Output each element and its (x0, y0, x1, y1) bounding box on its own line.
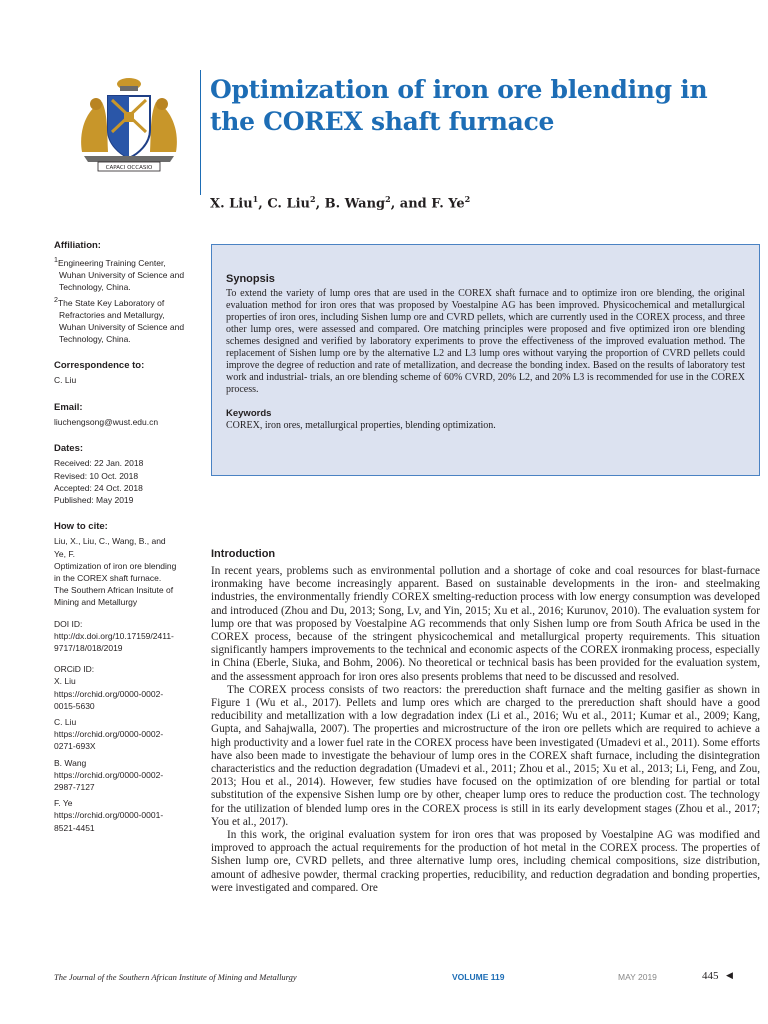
orcid-link[interactable]: 0271-693X (54, 741, 96, 752)
article-title: Optimization of iron ore blending in the COREX shaft furnace (210, 75, 708, 136)
body-paragraph: In this work, the original evaluation system for iron ores that was proposed by Voestalpine AG was modified and improved to approach the actual requirements for the production of hot metal in the COREX process. The properties of Sishen lump ore, CVRD pellets, and three alternative lump ores, including chemical compositions, size distribution, amount of adhesive powder, thermal cracking properties, reducibility, and reduction degradation and bonding properties, were investigated and compared. Ore (211, 829, 760, 894)
cite-line: Optimization of iron ore blending (54, 560, 177, 571)
author-name: F. Ye (431, 196, 465, 212)
author-name: X. Liu (210, 196, 253, 212)
keywords-heading: Keywords (226, 408, 272, 419)
date-received: Received: 22 Jan. 2018 (54, 458, 144, 469)
page-footer (0, 972, 768, 988)
cite-line: Ye, F. (54, 548, 75, 559)
orcid-link[interactable]: 2987-7127 (54, 781, 95, 792)
journal-name: The Journal of the Southern African Institute of Mining and Metallurgy (54, 972, 297, 982)
affiliation-2-line: Refractories and Metallurgy, (59, 309, 165, 320)
affiliation-2-line: Technology, China. (59, 334, 131, 345)
doi-label: DOI ID: (54, 618, 83, 629)
triangle-left-icon: ◀ (726, 971, 733, 981)
orcid-link[interactable]: https://orchid.org/0000-0001- (54, 810, 164, 821)
orcid-name: C. Liu (54, 716, 77, 727)
orcid-label: ORCiD ID: (54, 664, 95, 675)
cite-line: Liu, X., Liu, C., Wang, B., and (54, 536, 166, 547)
email-heading: Email: (54, 401, 83, 413)
affiliation-1: $^1$Engineering Training Center, (54, 256, 166, 269)
orcid-link[interactable]: 0015-5630 (54, 700, 95, 711)
affiliation-2-line: Wuhan University of Science and (59, 321, 185, 332)
introduction-body (211, 565, 760, 895)
correspondence-name: C. Liu (54, 375, 77, 386)
cite-line: The Southern African Insitute of (54, 585, 174, 596)
issue-date: MAY 2019 (618, 972, 657, 982)
author-name: B. Wang (324, 196, 386, 212)
article-sidebar (54, 240, 194, 834)
synopsis-heading: Synopsis (226, 273, 275, 285)
coat-of-arms-icon (74, 74, 184, 174)
orcid-link[interactable]: https://orchid.org/0000-0002- (54, 729, 164, 740)
orcid-link[interactable]: https://orchid.org/0000-0002- (54, 769, 164, 780)
author-affiliation: 2 (310, 194, 316, 204)
author-affiliation: 2 (385, 194, 391, 204)
date-published: Published: May 2019 (54, 494, 134, 505)
title-rule (200, 70, 201, 195)
keywords-text: COREX, iron ores, metallurgical properties, blending optimization. (226, 420, 496, 431)
cite-line: Mining and Metallurgy (54, 597, 138, 608)
body-paragraph: The COREX process consists of two reactors: the prereduction shaft furnace and the melting gasifier as shown in Figure 1 (Wu et al., 2017). Pellets and lump ores which are charged to the prereduction shaft should have a good reducibility and metallization with a low degradation index (Li et al., 2016; Wu et al., 2011; Kumar et al., 2009; Kang, Gupta, and Sahajwalla, 2007). The properties and microstructure of the iron ore pellets which are required to achieve a high productivity and a lower fuel rate in the COREX process have been investigated (Umadevi et al., 2011). Some efforts have also been made to investigate the behaviour of lump ores in the COREX shaft furnace, including the disintegration characteristics and the reduction degradation (Umadevi et al., 2011; Zhou et al., 2015; Xu et al., 2013; Li, Feng, and Zou, 2013; Hou et al., 2014). However, few studies have focused on the optimization of ore blending for partial or total substitution of the expensive Sishen lump ore by other, cheaper lump ores to reduce the production cost. The technology for the utilization of blended lump ores in the COREX process is still in its early development stages (Zhou et al., 2017; You et al., 2017). (211, 683, 760, 828)
affiliation-1-line: Technology, China. (59, 282, 131, 293)
author-affiliation: 2 (464, 194, 471, 204)
date-revised: Revised: 10 Oct. 2018 (54, 470, 139, 481)
introduction-heading: Introduction (211, 548, 276, 560)
synopsis-text: To extend the variety of lump ores that are used in the COREX shaft furnace and to optimize iron ore blending, the original evaluation method for iron ores that was proposed by Voestalpine AG has been improved. Physicochemical and metallurgical properties of iron ores, including Sishen lump ore and CVRD pellets, which are currently used in the COREX process, and three other lump ores, were assessed and compared. Ore matching principles were proposed and five optimized iron ore blending schemes designed and verified by laboratory experiments to prove the effectiveness of the improved evaluation method. The replacement of Sishen lump ore by the alternative L2 and L3 lump ores without varying the proportion of CVRD pellets could improve the degree of reduction and rate of metallization, and decrease the bonding index. Based on the results of laboratory test work and industrial- trials, an ore blending scheme of 60% CVRD, 20% L2, and 20% L3 is recommended for use in the COREX process. (226, 288, 745, 395)
body-paragraph: In recent years, problems such as environmental pollution and a shortage of coke and coal resources for blast-furnace ironmaking have become increasingly apparent. Based on sustainable developments in the iron- and steelmaking industries, the environmentally friendly COREX smelting-reduction process with low energy consumption was developed and introduced (Zhou and Du, 2013; Song, Lv, and Yin, 2015; Xu et al., 2016; Kurunov, 2010). The evaluation system for lump ore that was proposed by Voestalpine AG recommends that only Sishen lump ore from South Africa be used in the COREX process, because of the stringent physicochemical and metallurgical property requirements. This situation significantly hampers improvements to the technical and economic aspects of the COREX ironmaking process, especially in China (Eberle, Siuka, and Bohm, 2006). No theoretical or technical basis has been provided for the evaluation system, and the assessment approach for iron ores also presents problems that need to be discussed and resolved. (211, 565, 760, 683)
author-name: C. Liu (267, 196, 311, 212)
logo-motto: CAPACI OCCASIO (105, 165, 153, 171)
orcid-name: B. Wang (54, 757, 87, 768)
date-accepted: Accepted: 24 Oct. 2018 (54, 482, 143, 493)
affiliation-heading: Affiliation: (54, 240, 101, 251)
dates-heading: Dates: (54, 443, 84, 455)
orcid-link[interactable]: 8521-4451 (54, 822, 95, 833)
synopsis-box (211, 244, 760, 476)
doi-link[interactable]: 9717/18/018/2019 (54, 642, 123, 653)
affiliation-1-line: Wuhan University of Science and (59, 270, 185, 281)
author-list: X. Liu$^1$, C. Liu$^2$, B. Wang$^2$, and F. Ye$^2$ (210, 194, 471, 212)
doi-link[interactable]: http://dx.doi.org/10.17159/2411- (54, 630, 174, 641)
orcid-name: F. Ye (54, 798, 73, 809)
cite-line: in the COREX shaft furnace. (54, 572, 162, 583)
email-link[interactable]: liuchengsong@wust.edu.cn (54, 416, 159, 427)
author-affiliation: 1 (252, 194, 259, 204)
affiliation-2: $^2$The State Key Laboratory of (54, 295, 165, 308)
orcid-link[interactable]: https://orchid.org/0000-0002- (54, 688, 164, 699)
orcid-name: X. Liu (54, 676, 76, 687)
cite-heading: How to cite: (54, 521, 108, 533)
correspondence-heading: Correspondence to: (54, 360, 145, 372)
volume-label: VOLUME 119 (452, 972, 505, 982)
page-number: 445 (702, 970, 719, 982)
